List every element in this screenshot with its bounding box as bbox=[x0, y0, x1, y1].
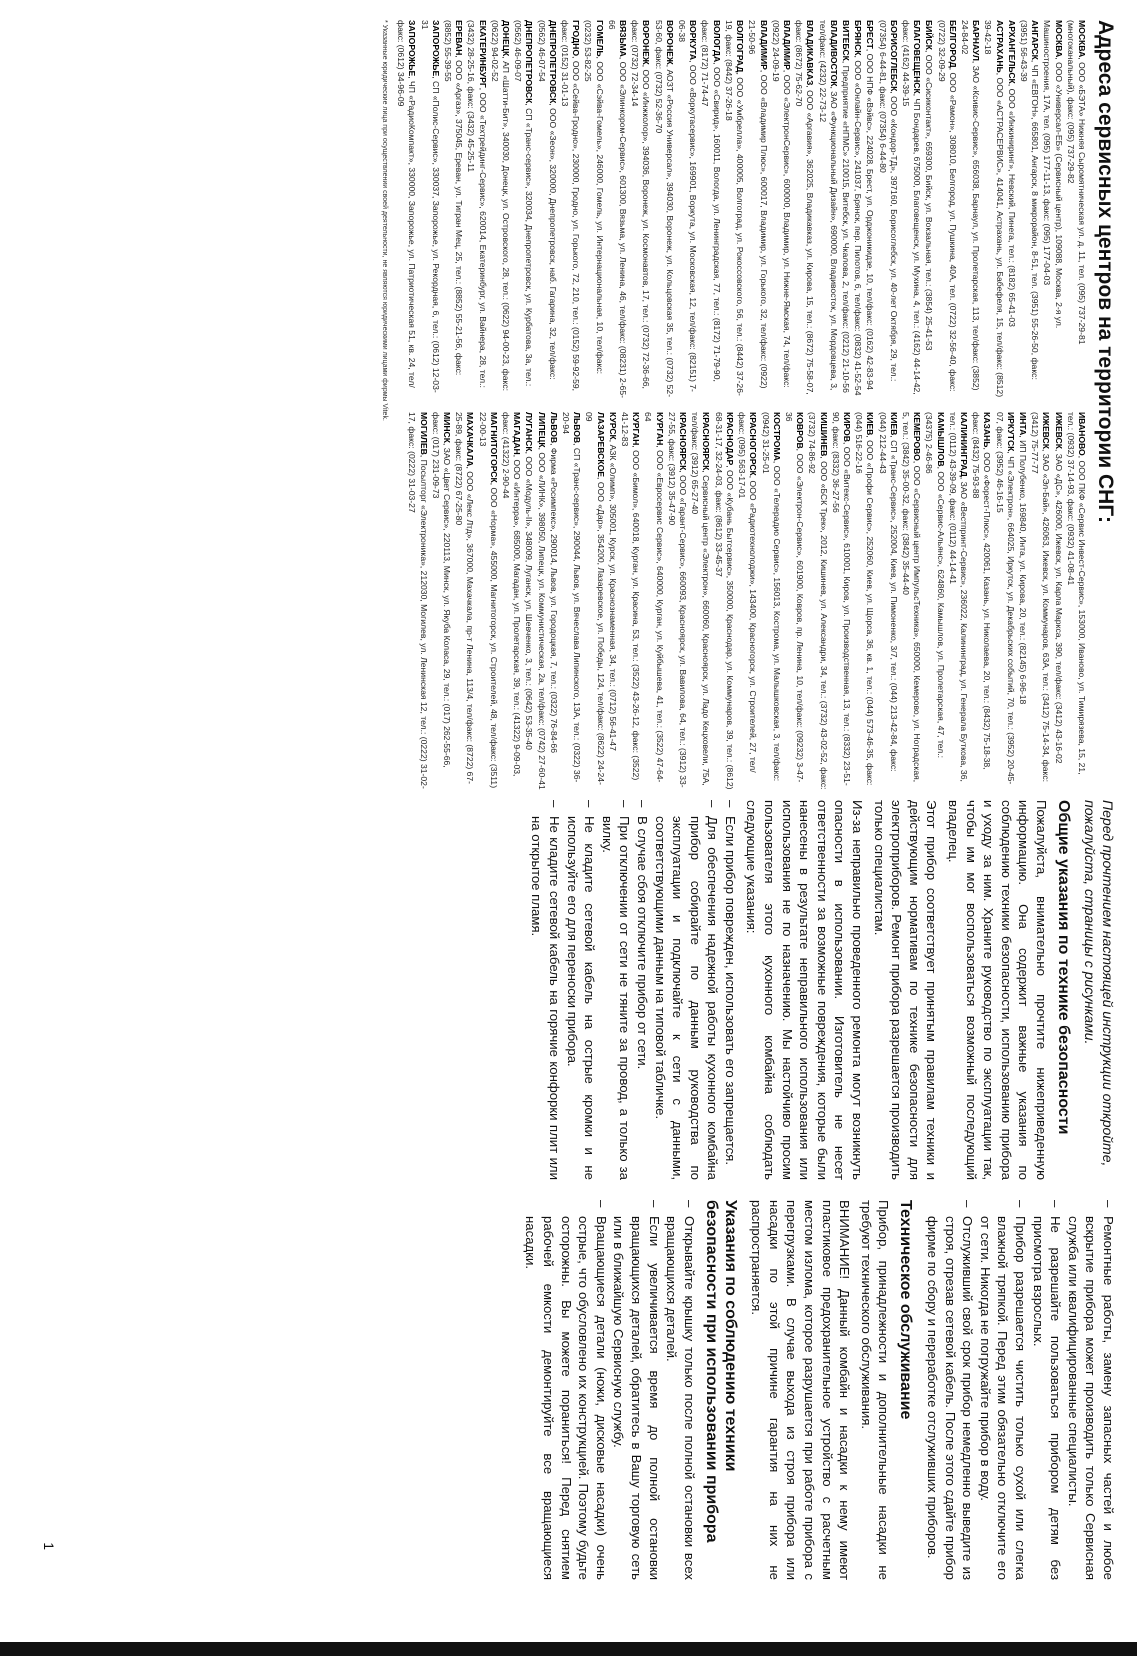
service-center-details: ООО «Сисиконтакт», 659300, Бийск, ул. Вокзальная, тел.: (3854) 25-41-53 bbox=[924, 54, 935, 351]
service-center-entry: АНГАРСК, ЧП «ЕВГОН», 665801, Ангарск, 8 микрорайон, 8-51, тел. (3951) 55-26-50, факс: (3951) 56-43-39 bbox=[1018, 20, 1041, 380]
service-center-city: КУРГАН bbox=[631, 412, 642, 446]
service-center-entry: ЗАПОРОЖЬЕ, СП «Полис-Сервис», 330037, Запорожье, ул. Рекордная, 6, тел.: (0612) 12-03-31 bbox=[419, 20, 441, 393]
service-center-details: АП «Шатти-Бит», 340030, Донецк, ул. Островского, 28, тел.: (0622) 94-00-23, факс: (0622) 94-02-52 bbox=[489, 20, 512, 392]
service-center-city: ВОРКУТА bbox=[688, 20, 699, 61]
service-center-details: ООО «Онлайн-Сервис», 241037, Брянск, пер. Пилотов, 6, тел/факс: (0832) 41-52-54 bbox=[853, 60, 864, 396]
service-center-city: ИНТА bbox=[1017, 412, 1028, 436]
service-centers-list-right bbox=[394, 412, 1087, 790]
service-center-details: ООО «Умбрелла», 400005, Волгоград, ул. Рокоссовского, 56, тел.: (8442) 37-26-19, факс: (8442) 37-26-18 bbox=[723, 20, 746, 396]
service-center-city: ЗАПОРОЖЬЕ bbox=[407, 20, 418, 77]
service-center-details: ЗАО «Эл-Бай», 426063, Ижевск, ул. Коммунаров, 63А, тел.: (3412) 75-14-34, факс: (3412) 75-77-77 bbox=[1030, 412, 1052, 783]
service-center-city: ВИТЕБСК bbox=[840, 20, 851, 61]
service-center-entry: БЕЛГОРОД, ООО «Рамон», 308010, Белгород, ул. Пушкина, 40А, тел. (0722) 32-56-40, факс: (0722) 32-09-29 bbox=[936, 20, 958, 392]
service-center-entry: ЛУГАНСК, ООО «Модуль-II», 348009, Луганск, ул. Шевченко, 3, тел.: (0642) 53-35-40 bbox=[524, 412, 535, 750]
service-center-entry: ВОРОНЕЖ, АОЗТ «Россия Универсал», 394030, Воронеж, ул. Кольцовская 35, тел.: (0732) 52-53-60, факс: (0732) 52-36-70 bbox=[653, 20, 675, 398]
service-center-city: ГОМЕЛЬ bbox=[594, 20, 605, 57]
service-center-details: ИП Полубенко, 169840, Инта, ул. Кирова, 20, тел.: (82145) 6-96-18 bbox=[1017, 440, 1028, 705]
service-center-city: ИЖЕВСК bbox=[1053, 412, 1064, 450]
service-center-entry: КИЕВ, ООО «Профи Сервис», 252060, Киев, ул. Щорса, 36, кв. 1, тел.: (044) 573-46-35, факс: (044) 516-22-16 bbox=[854, 412, 876, 786]
service-center-details: ООО «Сервис-Альянс», 624860, Камышлов, ул. Пролетарская, 47, тел.: (34375) 2-46-86 bbox=[924, 412, 946, 759]
service-center-city: МОГИЛЕВ bbox=[418, 412, 429, 455]
service-center-entry: КАЛИНИНГРАД, ЗАО «Вестпринт-Сервис», 236022, Калининград, ул. Генерала Буткова, 36, тел.: (0112) 43-39-09, факс: (0112) 44-14-41 bbox=[947, 412, 969, 782]
service-center-city: ЛЬВОВ bbox=[572, 412, 583, 444]
service-center-city: АСТРАХАНЬ bbox=[994, 20, 1005, 73]
service-center-city: КРАСНОДАР bbox=[724, 412, 735, 466]
service-center-entry: БИЙСК, ООО «Сисиконтакт», 659300, Бийск, ул. Вокзальная, тел.: (3854) 25-41-53 bbox=[924, 20, 935, 351]
service-center-city: ЕРЕВАН bbox=[454, 20, 465, 56]
service-center-entry: БЛАГОВЕЩЕНСК, ЧП Бондарев, 675000, Благовещенск, ул. Мухина, 4, тел.: (4162) 44-14-42, факс: (4162) 44-39-15 bbox=[900, 20, 923, 395]
service-centers-column bbox=[37, 20, 1117, 790]
service-center-details: ООО «БСК Трек», 2012, Кишинев, ул. Александри, 34, тел.: (3732) 43-02-52, факс: (3732) 74-86-92 bbox=[807, 412, 829, 790]
service-center-entry: МОСКВА, ООО «Универсал-ЕБ» (Сервисный центр), 109088, Москва, 2-я ул. Машиностроения, 17А, тел. (095) 177-11-13, факс: (095) 177-04-03 bbox=[1042, 20, 1064, 329]
service-center-details: ООО «Техтрейдинг-Сервис», 620014, Екатеринбург, ул. Вайнера, 28, тел.: (3432) 28-25-16, факс: (3432) 45-25-11 bbox=[466, 20, 488, 388]
service-center-details: Посылторг «Электроника», 212030, Могилев, ул. Ленинская 12, тел.: (0222) 31-02-17, факс: (0222) 31-03-27 bbox=[407, 412, 429, 789]
service-center-entry: АСТРАХАНЬ, ООО «АСТРАСЕРВИС», 414041, Астрахань, ул. Бабефеля, 15, тел/факс: (8512) 39-42-18 bbox=[983, 20, 1005, 398]
service-center-details: ООО «Кондор-ТД», 397160, Борисоглебск, ул. 40-лет Октября, 29, тел.: (07354) 6-44-81, факс: (07354) 6-44-80 bbox=[877, 20, 899, 382]
service-center-city: КРАСНОГОРСК bbox=[748, 412, 759, 476]
service-center-city: КУРСК bbox=[607, 412, 618, 440]
service-center-details: ООО «Лекс Лтд», 367000, Махачкала, пр-т Ленина, 113/4, тел/факс: (8722) 67-25-89, факс: (8722) 67-25-80 bbox=[454, 412, 476, 785]
service-center-entry: ЛИПЕЦК, ООО «ЛИНК», 398050, Липецк, ул. Коммунистическая, 2а, тел/факс: (0742) 27-60-41 bbox=[536, 412, 547, 790]
service-center-city: ВОЛОГДА bbox=[711, 20, 722, 63]
service-center-entry: БОРИСОГЛЕБСК, ООО «Кондор-ТД», 397160, Борисоглебск, ул. 40-лет Октября, 29, тел.: (07354) 6-44-81, факс: (07354) 6-44-80 bbox=[877, 20, 899, 382]
service-center-entry: МАГНИТОГОРСК, ООО «Норма», 455000, Магнитогорск, ул. Строителей, 48, тел/факс: (3511) 22-00-13 bbox=[477, 412, 499, 789]
service-center-details: ООО «Владимир Плюс», 600017, Владимир, ул. Горького, 32, тел/факс: (0922) 21-50-96 bbox=[747, 20, 769, 389]
service-center-city: ВЛАДИКАВКАЗ bbox=[805, 20, 816, 86]
service-center-entry: МИНСК, ЗАО «Цвет Сервис», 220113, Минск, ул. Якуба Коласа, 29, тел.: (017) 262-55-66, факс: (017) 231-09-73 bbox=[430, 412, 453, 768]
service-center-city: БЛАГОВЕЩЕНСК bbox=[912, 20, 923, 94]
service-center-details: АОЗТ «Россия Универсал», 394030, Воронеж, ул. Кольцовская 35, тел.: (0732) 52-53-60, факс: (0732) 52-36-70 bbox=[653, 20, 675, 398]
service-center-details: ООО «БЭТА» Нижняя Сыромятническая ул. д. 11, тел. (095) 737-29-81 (многоканальный), факс: (095) 737-29-82 bbox=[1065, 20, 1087, 345]
service-center-entry: КРАСНОЯРСК, ООО «Гарант-Сервис», 660093, Красноярск, ул. Вавилова, 64, тел.: (3912) 33-27-55, факс: (3912) 35-47-90 bbox=[666, 412, 689, 788]
service-center-details: ООО «Кубань Бытсервис», 350000, Краснодар, ул. Коммунаров, 39, тел.: (8612) 68-31-17, 32-24-03, факс: (8612) 33-45-37 bbox=[713, 412, 735, 790]
service-center-entry: КАЗАНЬ, ООО «Форест-Плюс», 420061, Казань, ул. Николаева, 20, тел.: (8432) 75-18-38, факс: (8432) 75-93-88 bbox=[971, 412, 993, 770]
usage-list-item: – Вращающиеся детали (ножи, дисковые насадки) очень острые, что обусловлено их конструкцией. Поэтому будьте осторожны. Вы можете пораниться! Перед снятием рабочей емкости демонтируйте все вращающиеся насадки. bbox=[522, 1200, 610, 1580]
general-safety-heading: Общие указания по технике безопасности bbox=[1055, 800, 1072, 1135]
service-center-city: КАЛИНИНГРАД bbox=[958, 412, 969, 477]
service-center-details: ООО «Модуль-II», 348009, Луганск, ул. Шевченко, 3, тел.: (0642) 53-35-40 bbox=[524, 456, 535, 750]
service-center-details: ООО «Элинкором-Сервис», 601300, Вязьма, ул. Ленина, 46, тел/факс: (08231) 2-65-66 bbox=[606, 20, 629, 398]
maintenance-list-item: – Ремонтные работы, замену запасных частей и любое вскрытие прибора может производить только Сервисная служба или квалифицированные специалисты. bbox=[1064, 1200, 1117, 1580]
service-center-details: ЗАО «Функциональный Дизайн», 690000, Владивосток, ул. Мордовцева, 3, тел/факс: (4232) 22-73-12 bbox=[817, 20, 839, 391]
safety-list-item: – Если прибор поврежден, использовать его запрещается. bbox=[721, 800, 739, 1180]
safety-list-item: – При отключении от сети не тяните за провод, а только за вилку. bbox=[598, 800, 633, 1180]
service-center-entry: ЛЬВОВ, СП «Транс-сервис», 290044, Львов, ул. Вячеслава Липинского, 13А, тел.: (0322) 36-20-94 bbox=[561, 412, 583, 783]
service-center-city: ВЯЗЬМА bbox=[618, 20, 629, 57]
service-center-details: ООО «Аргавия», 362025, Владикавказ, ул. Кирова, 15, тел.: (8672) 75-58-07, факс: (8672) 75-62-70 bbox=[794, 20, 816, 395]
service-center-details: ООО «Норма», 455000, Магнитогорск, ул. Строителей, 48, тел/факс: (3511) 22-00-13 bbox=[477, 412, 499, 789]
safety-paragraphs bbox=[743, 800, 1050, 1180]
technical-paragraphs bbox=[748, 1200, 893, 1580]
footnote: * Указанные юридические лица при осуществлении своей деятельности, не являются юридическими лицами фирмы Vitek. bbox=[381, 20, 389, 421]
service-center-city: БОРИСОГЛЕБСК bbox=[888, 20, 899, 92]
service-center-entry: ЕКАТЕРИНБУРГ, ООО «Техтрейдинг-Сервис», 620014, Екатеринбург, ул. Вайнера, 28, тел.: (3432) 28-25-16, факс: (3432) 45-25-11 bbox=[466, 20, 488, 388]
service-center-entry: ЛАЗАРЕВСКОЕ, ООО «Дар», 354200, Лазаревское, ул. Победы, 124, тел/факс: (8622) 24-24-09 bbox=[584, 412, 606, 785]
service-center-city: КИЕВ bbox=[888, 412, 899, 436]
service-center-entry: БРЯНСК, ООО «Онлайн-Сервис», 241037, Брянск, пер. Пилотов, 6, тел/факс: (0832) 41-52-54 bbox=[853, 20, 864, 396]
technical-maintenance-heading: Техническое обслуживание bbox=[897, 1200, 915, 1420]
service-center-details: ООО «Зеон», 320000, Днепропетровск, наб. Гагарина, 32, тел/факс: (0562) 46-07-54 bbox=[536, 20, 558, 380]
service-center-city: ЗАПОРОЖЬЕ bbox=[430, 20, 441, 77]
safety-list-item: – Не кладите сетевой кабель на горячие конфорки плит или на открытое пламя. bbox=[528, 800, 563, 1180]
service-center-entry: БАРНАУЛ, ЗАО «Ксивис-Сервис», 656038, Барнаул, ул. Пролетарская, 113, тел/факс: (3852) 24-84-02 bbox=[959, 20, 982, 391]
service-center-city: ЛИПЕЦК bbox=[536, 412, 547, 448]
safety-paragraph: Из-за неправильно проведенного ремонта могут возникнуть опасности в использовании. Изготовитель не несет ответственности за возможные повреждения, которые были нанесены в результате неправильного использования или использования не по назначению. Мы настойчиво просим пользователя этого кухонного комбайна соблюдать следующие указания: bbox=[744, 800, 866, 1180]
service-center-entry: МАХАЧКАЛА, ООО «Лекс Лтд», 367000, Махачкала, пр-т Ленина, 113/4, тел/факс: (8722) 67-25-89, факс: (8722) 67-25-80 bbox=[454, 412, 476, 785]
service-center-details: ООО «Сэйва-Гомель», 246000, Гомель, ул. Интернациональная, 10, тел/факс: (0232) 53-82-25 bbox=[583, 20, 605, 375]
service-center-details: ООО «Электрон-Сервис», 601900, Ковров, пр. Ленина, 10, тел/факс: (09232) 3-47-36 bbox=[783, 412, 806, 783]
service-center-city: ИЖЕВСК bbox=[1041, 412, 1052, 450]
service-center-entry: ИЖЕВСК, ЗАО «ДС», 426000, Ижевск, ул. Карла Маркса, 390, тел/факс: (3412) 43-16-02 bbox=[1053, 412, 1064, 764]
service-center-city: АРХАНГЕЛЬСК bbox=[1006, 20, 1017, 84]
service-center-city: БИЙСК bbox=[924, 20, 935, 50]
service-center-entry: ГОМЕЛЬ, ООО «Сэйва-Гомель», 246000, Гомель, ул. Интернациональная, 10, тел/факс: (0232) 53-82-25 bbox=[583, 20, 605, 375]
service-center-city: ДНЕПРОПЕТРОВСК bbox=[524, 20, 535, 104]
service-center-city: БЕЛГОРОД bbox=[947, 20, 958, 68]
service-center-details: ООО «АСТРАСЕРВИС», 414041, Астрахань, ул. Бабефеля, 15, тел/факс: (8512) 39-42-18 bbox=[983, 20, 1005, 398]
usage-safety-heading: Указания по соблюдению техники безопасности при использовании прибора bbox=[702, 1200, 739, 1543]
service-center-details: ООО «Телерадио Сервис», 156013, Кострома, ул. Малышковская, 3, тел/факс: (0942) 31-25-01 bbox=[760, 412, 782, 782]
maintenance-list-bottom bbox=[522, 1200, 698, 1580]
service-center-city: КЕМЕРОВО bbox=[912, 412, 923, 461]
service-center-city: ЛАЗАРЕВСКОЕ bbox=[595, 412, 606, 478]
service-center-entry: КАМЫШЛОВ, ООО «Сервис-Альянс», 624860, Камышлов, ул. Пролетарская, 47, тел.: (34375) 2-46-86 bbox=[924, 412, 946, 759]
service-center-entry: ВЛАДИВОСТОК, ЗАО «Функциональный Дизайн», 690000, Владивосток, ул. Мордовцева, 3, тел/факс: (4232) 22-73-12 bbox=[817, 20, 839, 391]
service-center-details: ООО «Воркутасервис», 169901, Воркута, ул. Московская, 12, тел/факс: (82151) 7-06-38 bbox=[677, 20, 699, 392]
service-center-city: КАМЫШЛОВ bbox=[935, 412, 946, 467]
service-center-city: МИНСК bbox=[442, 412, 453, 443]
service-center-entry: ЛЬВОВ, Фирма «Росимпекс», 290014, Львов, ул. Городоцкая, 7, тел.: (0322) 76-84-66 bbox=[548, 412, 559, 753]
service-center-entry: АРХАНГЕЛЬСК, ООО «Инжиниринг», Невский, Пинега, тел.: (8182) 65-41-03 bbox=[1006, 20, 1017, 327]
service-center-entry: ВЛАДИМИР, ООО «Владимир Плюс», 600017, Владимир, ул. Горького, 32, тел/факс: (0922) 21-50-96 bbox=[747, 20, 769, 389]
service-center-city: БРЯНСК bbox=[853, 20, 864, 56]
service-center-details: ООО «Форест-Плюс», 420061, Казань, ул. Николаева, 20, тел.: (8432) 75-18-38, факс: (8432) 75-93-88 bbox=[971, 412, 993, 770]
service-center-city: ВОЛГОГРАД bbox=[735, 20, 746, 73]
service-center-entry: ВЛАДИКАВКАЗ, ООО «Аргавия», 362025, Владикавказ, ул. Кирова, 15, тел.: (8672) 75-58-07, факс: (8672) 75-62-70 bbox=[794, 20, 816, 395]
safety-list-item: – В случае сбоя отключите прибор от сети. bbox=[633, 800, 651, 1180]
service-center-entry: КИЕВ, СП «Транс-Сервис», 252004, Киев, ул. Пимоненко, 3/7, тел.: (044) 213-42-84, факс: (044) 212-44-43 bbox=[877, 412, 899, 772]
service-center-entry: КУРГАН, ООО «Бимол», 640018, Курган, ул. Красина, 53, тел.: (3522) 43-26-12, факс: (3522) 41-12-83 bbox=[620, 412, 642, 781]
service-center-details: Сервисный центр «Электрон», 660060, Красноярск, ул. Ладо Кецховели, 75А, тел/факс: (3912) 65-27-40 bbox=[690, 412, 712, 786]
service-center-entry: МОСКВА, ООО «БЭТА» Нижняя Сыромятническая ул. д. 11, тел. (095) 737-29-81 (многоканальный), факс: (095) 737-29-82 bbox=[1065, 20, 1087, 345]
service-center-entry: ЗАПОРОЖЬЕ, ЧП «РадиоКомпакт», 330000, Запорожье, ул. Патриотическая 51, кв. 24, тел/факс: (0612) 34-96-09 bbox=[396, 20, 418, 388]
service-center-city: КАЗАНЬ bbox=[982, 412, 993, 448]
service-center-city: БРЕСТ bbox=[865, 20, 876, 49]
service-center-details: СП «Полис-Сервис», 330037, Запорожье, ул. Рекордная, 6, тел.: (0612) 12-03-31 bbox=[419, 20, 441, 393]
service-center-details: ООО «Бимол», 640018, Курган, ул. Красина, 53, тел.: (3522) 43-26-12, факс: (3522) 41-12-83 bbox=[620, 412, 642, 781]
service-center-details: ООО «ЭлектронСервис», 600000, Владимир, ул. Нижне-Ямская, 74, тел/факс: (0922) 24-09-19 bbox=[770, 20, 792, 388]
service-center-entry: МАГАДАН, ООО «Интерра», 685000, Магадан, ул. Пролетарская, 39, тел.: (41322) 9-09-03, факс: (41322) 2-90-44 bbox=[501, 412, 523, 777]
service-center-city: ГРОДНО bbox=[571, 20, 582, 57]
service-center-city: КИЕВ bbox=[865, 412, 876, 436]
service-center-details: ЧП Бондарев, 675000, Благовещенск, ул. Мухина, 4, тел.: (4162) 44-14-42, факс: (4162) 44-39-15 bbox=[900, 20, 923, 395]
service-center-entry: КИШИНЕВ, ООО «БСК Трек», 2012, Кишинев, ул. Александри, 34, тел.: (3732) 43-02-52, факс: (3732) 74-86-92 bbox=[807, 412, 829, 790]
service-center-details: ЗАО «Цвет Сервис», 220113, Минск, ул. Якуба Коласа, 29, тел.: (017) 262-55-66, факс: (017) 231-09-73 bbox=[430, 412, 453, 768]
service-center-details: Фирма «Росимпекс», 290014, Львов, ул. Городоцкая, 7, тел.: (0322) 76-84-66 bbox=[548, 447, 559, 753]
service-center-details: ЗАО «Вестпринт-Сервис», 236022, Калининград, ул. Генерала Буткова, 36, тел.: (0112) 43-39-09, факс: (0112) 44-14-41 bbox=[947, 412, 969, 782]
service-center-entry: ВОЛГОГРАД, ООО «Умбрелла», 400005, Волгоград, ул. Рокоссовского, 56, тел.: (8442) 37-26-19, факс: (8442) 37-26-18 bbox=[723, 20, 746, 396]
service-center-details: ООО «Инжколор», 394036, Воронеж, ул. Космонавтов, 17, тел.: (0732) 72-36-66, факс: (0732) 72-34-14 bbox=[630, 20, 652, 389]
safety-list-item: – Для обеспечения надежной работы кухонного комбайна прибор собирайте по данным руководства по эксплуатации и подключайте к сети с данными, соответствующими данным на типовой табличке. bbox=[651, 800, 721, 1180]
service-center-details: СП «Транс-Сервис», 252004, Киев, ул. Пимоненко, 3/7, тел.: (044) 213-42-84, факс: (044) 212-44-43 bbox=[877, 412, 899, 772]
service-center-details: ЧП «Электрон», 664025, Иркутск, ул. Декабрьских событий, 70, тел.: (3952) 20-45-07, факс: (3952) 46-16-15 bbox=[994, 412, 1016, 785]
service-center-city: БАРНАУЛ bbox=[971, 20, 982, 61]
service-center-city: АНГАРСК bbox=[1030, 20, 1041, 60]
service-center-city: МАГАДАН bbox=[512, 412, 523, 455]
page-number: 1 bbox=[41, 1542, 57, 1550]
service-center-entry: ИВАНОВО, ООО ПКФ «Сервис Инвест-Сервис», 153000, Иваново, ул. Тимирязева, 15, 21, тел.: (0932) 37-14-93, факс: (0932) 41-08-41 bbox=[1065, 412, 1087, 775]
service-center-details: АЗК «Олимп», 305001, Курск, ул. Краснознаменная, 34, тел.: (0712) 56-41-47 bbox=[607, 444, 618, 751]
service-center-city: ЛУГАНСК bbox=[524, 412, 535, 452]
service-center-city: ВЛАДИМИР bbox=[758, 20, 769, 70]
service-center-entry: КУРГАН, ООО «Евросервис Сервис», 640000, Курган, ул. Куйбышева, 41, тел.: (3522) 47-64-64 bbox=[643, 412, 665, 783]
service-centers-list-left bbox=[394, 20, 1087, 398]
service-center-entry: ВЛАДИМИР, ООО «ЭлектронСервис», 600000, Владимир, ул. Нижне-Ямская, 74, тел/факс: (0922) 24-09-19 bbox=[770, 20, 792, 388]
service-center-details: СП «Транс-сервис», 290044, Львов, ул. Вячеслава Липинского, 13А, тел.: (0322) 36-20-94 bbox=[561, 412, 583, 783]
service-center-details: ООО «Витекс-Сервис», 610001, Киров, ул. Производственная, 13, тел.: (8332) 23-51-90, факс: (8332) 36-27-56 bbox=[830, 412, 852, 786]
service-center-entry: КОСТРОМА, ООО «Телерадио Сервис», 156013, Кострома, ул. Малышковская, 3, тел/факс: (0942) 31-25-01 bbox=[760, 412, 782, 782]
service-center-city: КОСТРОМА bbox=[771, 412, 782, 461]
service-center-entry: ДНЕПРОПЕТРОВСК, СП «Транс-сервис», 320034, Днепропетровск, ул. Курбатова, 3а, тел.: (0562) 46-09-07 bbox=[513, 20, 535, 387]
service-center-details: СП «Транс-сервис», 320034, Днепропетровск, ул. Курбатова, 3а, тел.: (0562) 46-09-07 bbox=[513, 20, 535, 387]
service-center-entry: ИРКУТСК, ЧП «Электрон», 664025, Иркутск, ул. Декабрьских событий, 70, тел.: (3952) 20-45-07, факс: (3952) 46-16-15 bbox=[994, 412, 1016, 785]
service-center-entry: ВОЛОГДА, ООО «Свирид», 160011, Вологда, ул. Ленинградская, 77, тел.: (8172) 71-79-90, факс: (8172) 71-74-47 bbox=[700, 20, 722, 382]
service-center-entry: ВОРКУТА, ООО «Воркутасервис», 169901, Воркута, ул. Московская, 12, тел/факс: (82151) 7-06-38 bbox=[677, 20, 699, 392]
service-center-city: ДНЕПРОПЕТРОВСК bbox=[547, 20, 558, 104]
technical-paragraph: ВНИМАНИЕ! Данный комбайн и насадки к нему имеют пластиковое предохранительное устройство с расчетным местом излома, которое разрушается при работе прибора с перегрузками. В случае выхода из строя прибора или насадки по этой причине гарантия на них не распространяется. bbox=[749, 1200, 853, 1580]
service-center-details: ЧП «ЕВГОН», 665801, Ангарск, 8 микрорайон, 8-51, тел. (3951) 55-26-50, факс: (3951) 56-43-39 bbox=[1018, 20, 1041, 380]
service-center-details: ООО «ЛИНК», 398050, Липецк, ул. Коммунистическая, 2а, тел/факс: (0742) 27-60-41 bbox=[536, 452, 547, 790]
service-centers-title: Адреса сервисных центров на территории СНГ: bbox=[1094, 20, 1117, 523]
service-center-details: ООО «Гарант-Сервис», 660093, Красноярск, ул. Вавилова, 64, тел.: (3912) 33-27-55, факс: (3912) 35-47-90 bbox=[666, 412, 689, 788]
service-center-city: ИРКУТСК bbox=[1005, 412, 1016, 452]
service-centers-grid bbox=[394, 20, 1087, 790]
service-center-details: ООО «Сейва-Гродно», 230000, Гродно, ул. Горького, 72, 210, тел.: (0152) 59-92-59, факс: (0152) 31-01-13 bbox=[560, 20, 582, 392]
service-center-entry: ИЖЕВСК, ЗАО «Эл-Бай», 426063, Ижевск, ул. Коммунаров, 63А, тел.: (3412) 75-14-34, факс: (3412) 75-77-77 bbox=[1030, 412, 1052, 783]
maintenance-list-item: – Прибор разрешается чистить только сухой или слегка влажной тряпкой. Перед этим обязательно отключите его от сети. Никогда не погружайте прибор в воду. bbox=[976, 1200, 1029, 1580]
intro-note: Перед прочтением настоящей инструкции откройте, пожалуйста, страницы с рисунками. bbox=[1082, 800, 1116, 1167]
service-center-details: ООО ПКФ «Сервис Инвест-Сервис», 153000, Иваново, ул. Тимирязева, 15, 21, тел.: (0932) 37-14-93, факс: (0932) 41-08-41 bbox=[1065, 412, 1087, 775]
service-center-entry: КОВРОВ, ООО «Электрон-Сервис», 601900, Ковров, пр. Ленина, 10, тел/факс: (09232) 3-47-36 bbox=[783, 412, 806, 783]
usage-list-item: – Открывайте крышку только после полной остановки всех вращающихся деталей. bbox=[663, 1200, 698, 1580]
service-center-city: КУРГАН bbox=[654, 412, 665, 446]
service-center-details: ООО «Универсал-ЕБ» (Сервисный центр), 109088, Москва, 2-я ул. Машиностроения, 17А, тел. (095) 177-11-13, факс: (095) 177-04-03 bbox=[1042, 20, 1064, 329]
service-center-city: ИВАНОВО bbox=[1077, 412, 1087, 456]
service-center-details: ООО «Свирид», 160011, Вологда, ул. Ленинградская, 77, тел.: (8172) 71-79-90, факс: (8172) 71-74-47 bbox=[700, 20, 722, 382]
service-center-entry: КРАСНОЯРСК, Сервисный центр «Электрон», 660060, Красноярск, ул. Ладо Кецховели, 75А, тел/факс: (3912) 65-27-40 bbox=[690, 412, 712, 786]
service-center-details: ООО «Инжиниринг», Невский, Пинега, тел.: (8182) 65-41-03 bbox=[1006, 88, 1017, 327]
service-center-entry: ДОНЕЦК, АП «Шатти-Бит», 340030, Донецк, ул. Островского, 28, тел.: (0622) 94-00-23, факс: (0622) 94-02-52 bbox=[489, 20, 512, 392]
safety-list-item: – Не кладите сетевой кабель на острые кромки и не используйте его для переноски прибора. bbox=[563, 800, 598, 1180]
service-center-city: КРАСНОЯРСК bbox=[701, 412, 712, 471]
safety-paragraph: Пожалуйста, внимательно прочтите нижеприведенную информацию. Она содержит важные указания по соблюдению техники безопасности, использованию прибора и уходу за ним. Храните руководство по эксплуатации так, чтобы им мог воспользоваться возможный последующий владелец. bbox=[946, 800, 1049, 1180]
service-center-details: ООО «Интерра», 685000, Магадан, ул. Пролетарская, 39, тел.: (41322) 9-09-03, факс: (41322) 2-90-44 bbox=[501, 412, 523, 777]
service-center-city: МОСКВА bbox=[1077, 20, 1087, 58]
service-center-entry: ДНЕПРОПЕТРОВСК, ООО «Зеон», 320000, Днепропетровск, наб. Гагарина, 32, тел/факс: (0562) 46-07-54 bbox=[536, 20, 558, 380]
service-center-city: ВЛАДИМИР bbox=[781, 20, 792, 70]
service-center-entry: КИРОВ, ООО «Витекс-Сервис», 610001, Киров, ул. Производственная, 13, тел.: (8332) 23-51-90, факс: (8332) 36-27-56 bbox=[830, 412, 852, 786]
service-center-details: ЗАО «Ксивис-Сервис», 656038, Барнаул, ул. Пролетарская, 113, тел/факс: (3852) 24-84-02 bbox=[959, 20, 982, 391]
maintenance-list-item: – Отслуживший свой срок прибор немедленно выведите из строя, отрезав сетевой кабель. После этого сдайте прибор фирме по сбору и переработке отслуживших приборов. bbox=[923, 1200, 976, 1580]
safety-column bbox=[37, 800, 1117, 1180]
service-center-entry: КУРСК, АЗК «Олимп», 305001, Курск, ул. Краснознаменная, 34, тел.: (0712) 56-41-47 bbox=[607, 412, 618, 751]
scan-bottom-edge bbox=[0, 1642, 1137, 1656]
service-center-details: ЧП «РадиоКомпакт», 330000, Запорожье, ул. Патриотическая 51, кв. 24, тел/факс: (0612) 34-96-09 bbox=[396, 20, 418, 388]
service-center-city: МОСКВА bbox=[1053, 20, 1064, 58]
service-center-details: ООО «Радиотехнолоджи», 143400, Красногорск, ул. Строителей, 27, тел/факс: (095) 563-17-01 bbox=[737, 412, 759, 773]
safety-list bbox=[528, 800, 739, 1180]
service-center-entry: ВИТЕБСК, Предприятие «НПМС» 210015, Витебск, ул. Чкалова, 2, тел/факс: (0212) 21-10-56 bbox=[840, 20, 851, 393]
service-center-details: ООО «Дар», 354200, Лазаревское, ул. Победы, 124, тел/факс: (8622) 24-24-09 bbox=[584, 412, 606, 785]
service-center-entry: ВОРОНЕЖ, ООО «Инжколор», 394036, Воронеж, ул. Космонавтов, 17, тел.: (0732) 72-36-66, факс: (0732) 72-34-14 bbox=[630, 20, 652, 389]
technical-paragraph: Прибор, принадлежности и дополнительные насадки не требуют технического обслуживания. bbox=[858, 1200, 892, 1580]
service-center-city: КОВРОВ bbox=[795, 412, 806, 449]
service-center-city: МАХАЧКАЛА bbox=[465, 412, 476, 467]
service-center-details: ЗАО «ДС», 426000, Ижевск, ул. Карла Маркса, 390, тел/факс: (3412) 43-16-02 bbox=[1053, 453, 1064, 764]
service-center-details: Предприятие «НПМС» 210015, Витебск, ул. Чкалова, 2, тел/факс: (0212) 21-10-56 bbox=[840, 65, 851, 393]
service-center-city: МАГНИТОГОРСК bbox=[488, 412, 499, 483]
service-center-city: КИШИНЕВ bbox=[818, 412, 829, 457]
service-center-entry: КЕМЕРОВО, ООО «Сервисный центр ИмпульсТехника», 650000, Кемерово, ул. Ноградская, 5, тел.: (3842) 35-00-32, факс: (3842) 35-44-40 bbox=[900, 412, 923, 783]
service-center-details: ООО НПФ «Вэйвс», 224028, Брест, ул. Орджоникидзе, 10, тел/факс: (0162) 42-83-94 bbox=[865, 53, 876, 390]
service-center-entry: ВЯЗЬМА, ООО «Элинкором-Сервис», 601300, Вязьма, ул. Ленина, 46, тел/факс: (08231) 2-65-66 bbox=[606, 20, 629, 398]
service-center-details: ООО «Профи Сервис», 252060, Киев, ул. Щорса, 36, кв. 1, тел.: (044) 573-46-35, факс: (044) 516-22-16 bbox=[854, 412, 876, 786]
maintenance-column bbox=[37, 1200, 1117, 1580]
service-center-details: ООО «Аргаз», 375045, Ереван, ул. Тигран Мец, 25, тел.: (8852) 55-21-56, факс: (8852) 55-39-55 bbox=[443, 20, 465, 376]
maintenance-list-item: – Не разрешайте пользоваться прибором детям без присмотра взрослых. bbox=[1029, 1200, 1064, 1580]
service-center-city: ЛЬВОВ bbox=[548, 412, 559, 444]
service-center-entry: ИНТА, ИП Полубенко, 169840, Инта, ул. Кирова, 20, тел.: (82145) 6-96-18 bbox=[1017, 412, 1028, 705]
usage-list-item: – Если увеличивается время до полной остановки вращающихся деталей, обратитесь в Вашу торговую сеть или в ближайшую Сервисную службу. bbox=[610, 1200, 663, 1580]
service-center-entry: КРАСНОГОРСК, ООО «Радиотехнолоджи», 143400, Красногорск, ул. Строителей, 27, тел/факс: (095) 563-17-01 bbox=[737, 412, 759, 773]
service-center-city: КРАСНОЯРСК bbox=[678, 412, 689, 471]
service-center-city: ВЛАДИВОСТОК bbox=[828, 20, 839, 87]
safety-paragraph: Этот прибор соответствует принятым правилам техники и действующим нормативам по технике безопасности для электроприборов. Ремонт прибора разрешается производить только специалистам. bbox=[871, 800, 940, 1180]
service-center-details: ООО «Евросервис Сервис», 640000, Курган, ул. Куйбышева, 41, тел.: (3522) 47-64-64 bbox=[643, 412, 665, 783]
service-center-details: ООО «Рамон», 308010, Белгород, ул. Пушкина, 40А, тел. (0722) 32-56-40, факс: (0722) 32-09-29 bbox=[936, 20, 958, 392]
service-center-details: ООО «Сервисный центр ИмпульсТехника», 650000, Кемерово, ул. Ноградская, 5, тел.: (3842) 35-00-32, факс: (3842) 35-44-40 bbox=[900, 412, 923, 783]
service-center-city: ЕКАТЕРИНБУРГ bbox=[477, 20, 488, 88]
service-center-entry: БРЕСТ, ООО НПФ «Вэйвс», 224028, Брест, ул. Орджоникидзе, 10, тел/факс: (0162) 42-83-94 bbox=[865, 20, 876, 390]
service-center-entry: МОГИЛЕВ, Посылторг «Электроника», 212030, Могилев, ул. Ленинская 12, тел.: (0222) 31-02-17, факс: (0222) 31-03-27 bbox=[407, 412, 429, 789]
service-center-city: ВОРОНЕЖ bbox=[664, 20, 675, 65]
service-center-entry: ЕРЕВАН, ООО «Аргаз», 375045, Ереван, ул. Тигран Мец, 25, тел.: (8852) 55-21-56, факс: (8852) 55-39-55 bbox=[443, 20, 465, 376]
service-center-city: ВОРОНЕЖ bbox=[641, 20, 652, 65]
service-center-entry: КРАСНОДАР, ООО «Кубань Бытсервис», 350000, Краснодар, ул. Коммунаров, 39, тел.: (8612) 68-31-17, 32-24-03, факс: (8612) 33-45-37 bbox=[713, 412, 735, 790]
service-center-city: ДОНЕЦК bbox=[501, 20, 512, 57]
service-center-entry: ГРОДНО, ООО «Сейва-Гродно», 230000, Гродно, ул. Горького, 72, 210, тел.: (0152) 59-92-59, факс: (0152) 31-01-13 bbox=[560, 20, 582, 392]
service-center-city: КИРОВ bbox=[841, 412, 852, 442]
maintenance-list-top bbox=[923, 1200, 1117, 1580]
